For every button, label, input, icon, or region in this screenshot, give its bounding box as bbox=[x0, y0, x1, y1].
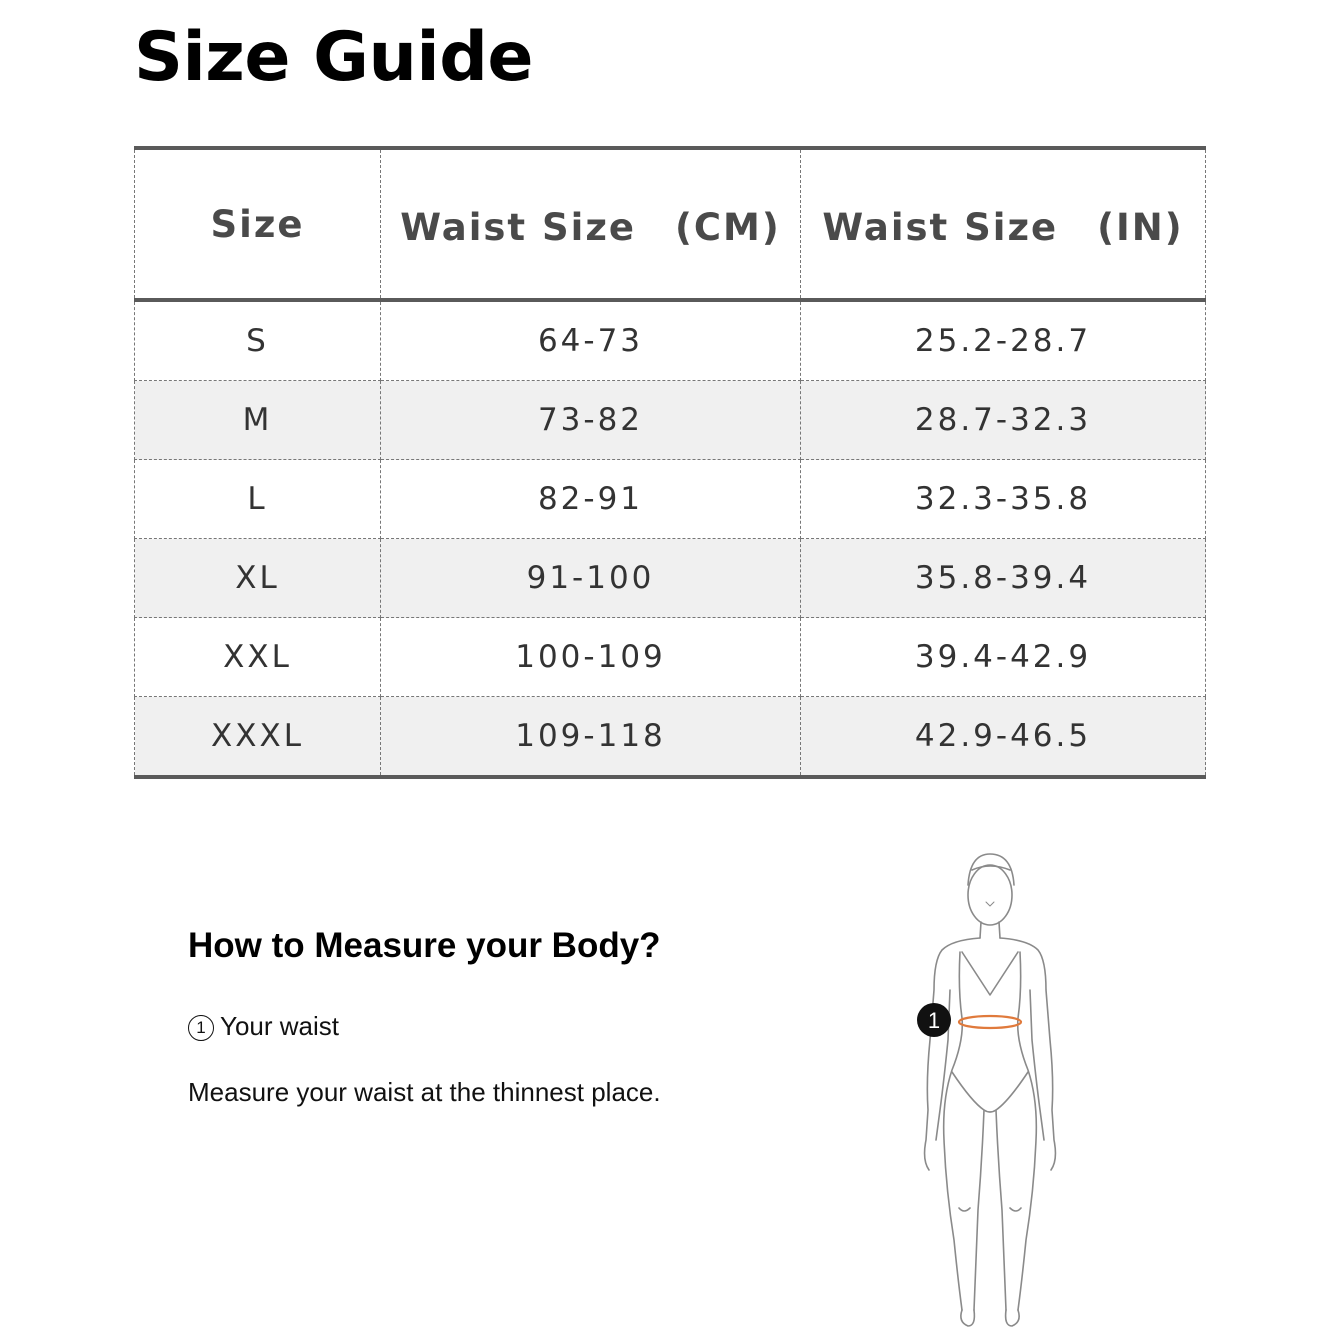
waist-cm-cell: 91-100 bbox=[381, 539, 801, 618]
body-illustration bbox=[812, 840, 1182, 1335]
size-cell: XL bbox=[135, 539, 381, 618]
waist-in-cell: 42.9-46.5 bbox=[801, 697, 1206, 776]
measure-description: Measure your waist at the thinnest place. bbox=[188, 1077, 661, 1107]
header-size: Size bbox=[135, 150, 381, 300]
swimsuit-neckline bbox=[962, 952, 1018, 995]
head-outline bbox=[968, 865, 1012, 925]
waist-in-cell: 39.4-42.9 bbox=[801, 618, 1206, 697]
waist-cm-cell: 64-73 bbox=[381, 300, 801, 381]
measure-step bbox=[188, 1011, 339, 1042]
page-title: Size Guide bbox=[134, 18, 533, 97]
waist-cm-cell: 100-109 bbox=[381, 618, 801, 697]
waist-measure-line bbox=[959, 1016, 1021, 1028]
table-row bbox=[135, 300, 1206, 381]
size-cell: S bbox=[135, 300, 381, 381]
table-row bbox=[135, 460, 1206, 539]
header-waist-in: Waist Size (IN) bbox=[801, 150, 1206, 300]
table-header-row bbox=[135, 150, 1206, 300]
waist-in-cell: 25.2-28.7 bbox=[801, 300, 1206, 381]
waist-in-cell: 35.8-39.4 bbox=[801, 539, 1206, 618]
waist-cm-cell: 109-118 bbox=[381, 697, 801, 776]
waist-in-cell: 32.3-35.8 bbox=[801, 460, 1206, 539]
measure-heading: How to Measure your Body? bbox=[188, 926, 661, 965]
table-row bbox=[135, 539, 1206, 618]
size-table bbox=[134, 146, 1206, 779]
body-figure bbox=[812, 840, 1182, 1335]
step-label: Your waist bbox=[220, 1011, 339, 1041]
table-row bbox=[135, 381, 1206, 460]
waist-cm-cell: 73-82 bbox=[381, 381, 801, 460]
waist-in-cell: 28.7-32.3 bbox=[801, 381, 1206, 460]
size-cell: L bbox=[135, 460, 381, 539]
size-cell: XXXL bbox=[135, 697, 381, 776]
waist-cm-cell: 82-91 bbox=[381, 460, 801, 539]
table-row bbox=[135, 697, 1206, 776]
table-row bbox=[135, 618, 1206, 697]
step-number-badge: 1 bbox=[188, 1015, 214, 1041]
header-waist-cm: Waist Size (CM) bbox=[381, 150, 801, 300]
swimsuit-leg-line bbox=[952, 1072, 1028, 1112]
size-cell: XXL bbox=[135, 618, 381, 697]
waist-marker-number: 1 bbox=[927, 1008, 941, 1033]
size-cell: M bbox=[135, 381, 381, 460]
